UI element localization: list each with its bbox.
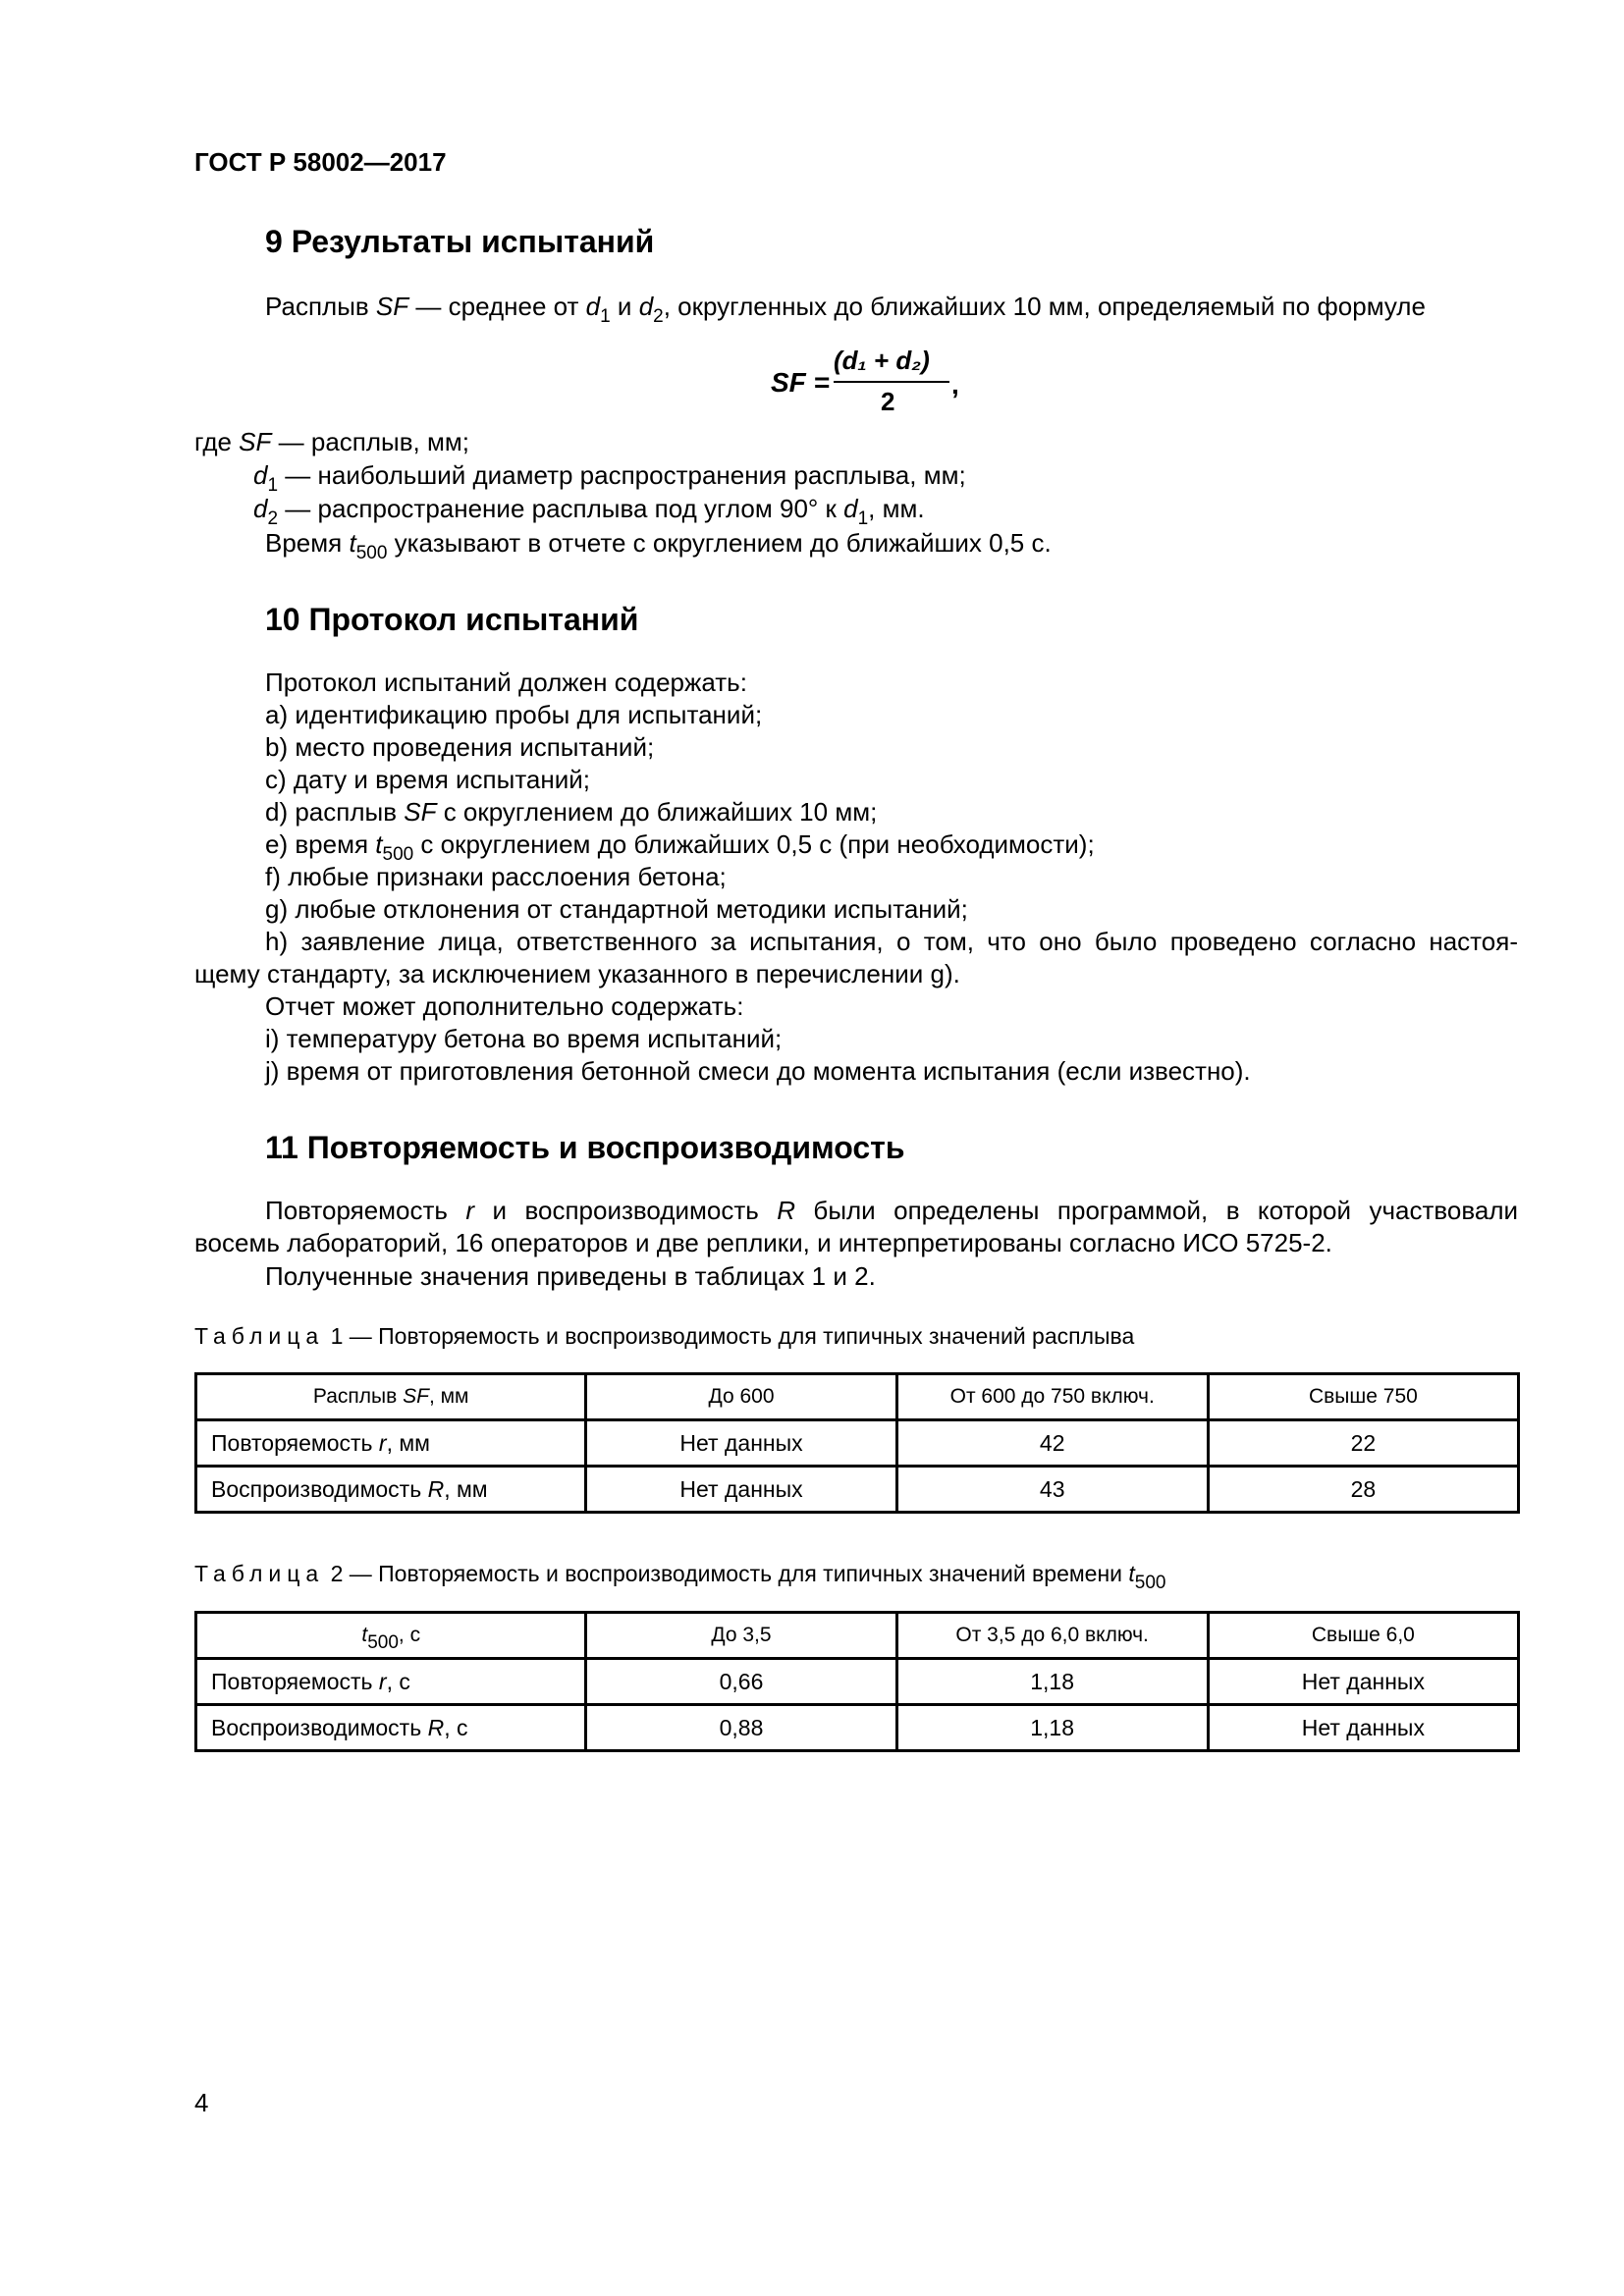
formula-denominator: 2 xyxy=(881,387,895,416)
where-sf: где SF — расплыв, мм; xyxy=(194,427,469,456)
formula-numerator: (d₁ + d₂) xyxy=(834,346,930,375)
table-header-cell: Свыше 750 xyxy=(1208,1374,1518,1420)
section-9-title: 9 Результаты испытаний xyxy=(265,224,655,259)
section-11-para2: Полученные значения приведены в таблицах 1 и 2. xyxy=(265,1261,876,1291)
list-item-b: b) место проведения испытаний; xyxy=(265,732,655,762)
table-cell: 42 xyxy=(896,1420,1208,1467)
table-cell: Нет данных xyxy=(586,1467,896,1513)
table-cell: Нет данных xyxy=(1208,1659,1518,1705)
section-9-intro: Расплыв SF — среднее от $d_1$ и $d_2$, округленных до ближайших 10 мм, определяемый по формуле xyxy=(265,292,1426,327)
table-header-cell: Свыше 6,0 xyxy=(1208,1613,1518,1659)
optional-intro: Отчет может дополнительно содержать: xyxy=(265,991,744,1021)
table-1-caption: Таблица 1 — Повторяемость и воспроизводимость для типичных значений расплыва xyxy=(194,1323,1135,1349)
formula-lhs: SF = xyxy=(771,367,830,398)
protocol-intro: Протокол испытаний должен содержать: xyxy=(265,667,747,697)
table-cell: 0,66 xyxy=(586,1659,896,1705)
list-item-i: i) температуру бетона во время испытаний; xyxy=(265,1024,783,1053)
list-item-g: g) любые отклонения от стандартной методики испытаний; xyxy=(265,894,968,924)
table-row xyxy=(196,1659,1519,1705)
section-11-title: 11 Повторяемость и воспроизводимость xyxy=(265,1130,905,1165)
list-item-d: d) расплыв SF с округлением до ближайших 10 мм; xyxy=(265,797,878,827)
table-header-cell: До 3,5 xyxy=(586,1613,896,1659)
list-item-h-line1: h) заявление лица, ответственного за испытания, о том, что оно было проведено согласно настоя- xyxy=(265,927,1518,956)
list-item-h-line2: щему стандарту, за исключением указанного в перечислении g). xyxy=(194,959,960,988)
table-1 xyxy=(194,1372,1520,1514)
list-item-e: e) время $t_{500}$ с округлением до ближайших 0,5 с (при необходимости); xyxy=(265,829,1095,865)
section-10-title: 10 Протокол испытаний xyxy=(265,602,639,637)
list-item-j: j) время от приготовления бетонной смеси до момента испытания (если известно). xyxy=(265,1056,1251,1086)
formula-comma: , xyxy=(951,369,959,400)
table-cell: 43 xyxy=(896,1467,1208,1513)
table-header-cell: До 600 xyxy=(586,1374,896,1420)
spread-formula xyxy=(771,346,967,424)
list-item-a: a) идентификацию пробы для испытаний; xyxy=(265,700,763,729)
table-cell: Нет данных xyxy=(1208,1705,1518,1751)
table-row xyxy=(196,1705,1519,1751)
table-row xyxy=(196,1467,1519,1513)
table-cell: 22 xyxy=(1208,1420,1518,1467)
table-header-cell: От 600 до 750 включ. xyxy=(896,1374,1208,1420)
section-11-para1-line1: Повторяемость r и воспроизводимость R были определены программой, в которой участвовали xyxy=(265,1196,1519,1225)
table-row-label: Воспроизводимость R, с xyxy=(196,1705,586,1751)
fraction-bar xyxy=(834,381,949,383)
table-cell: 1,18 xyxy=(896,1659,1208,1705)
section-11-para1-line2: восемь лабораторий, 16 операторов и две реплики, и интерпретированы согласно ИСО 5725-2. xyxy=(194,1228,1332,1257)
table-row xyxy=(196,1420,1519,1467)
table-header-cell: $t_{500}$, с xyxy=(196,1613,586,1659)
table-header-row xyxy=(196,1374,1519,1420)
table-header-cell: Расплыв SF, мм xyxy=(196,1374,586,1420)
table-cell: 1,18 xyxy=(896,1705,1208,1751)
table-2 xyxy=(194,1611,1520,1752)
table-row-label: Повторяемость r, мм xyxy=(196,1420,586,1467)
where-d2: $d_2$ — распространение расплыва под углом 90° к $d_1$, мм. xyxy=(253,494,925,529)
table-cell: 0,88 xyxy=(586,1705,896,1751)
document-header: ГОСТ Р 58002—2017 xyxy=(194,147,447,177)
time-rounding: Время $t_{500}$ указывают в отчете с округлением до ближайших 0,5 с. xyxy=(265,528,1052,563)
where-d1: $d_1$ — наибольший диаметр распространения расплыва, мм; xyxy=(253,460,966,496)
table-2-caption: Таблица 2 — Повторяемость и воспроизводимость для типичных значений времени $t_{500}$ xyxy=(194,1561,1166,1593)
list-item-f: f) любые признаки расслоения бетона; xyxy=(265,862,727,891)
table-cell: 28 xyxy=(1208,1467,1518,1513)
table-header-row xyxy=(196,1613,1519,1659)
page-number: 4 xyxy=(194,2088,209,2117)
table-row-label: Повторяемость r, с xyxy=(196,1659,586,1705)
table-row-label: Воспроизводимость R, мм xyxy=(196,1467,586,1513)
table-header-cell: От 3,5 до 6,0 включ. xyxy=(896,1613,1208,1659)
table-cell: Нет данных xyxy=(586,1420,896,1467)
list-item-c: c) дату и время испытаний; xyxy=(265,765,591,794)
